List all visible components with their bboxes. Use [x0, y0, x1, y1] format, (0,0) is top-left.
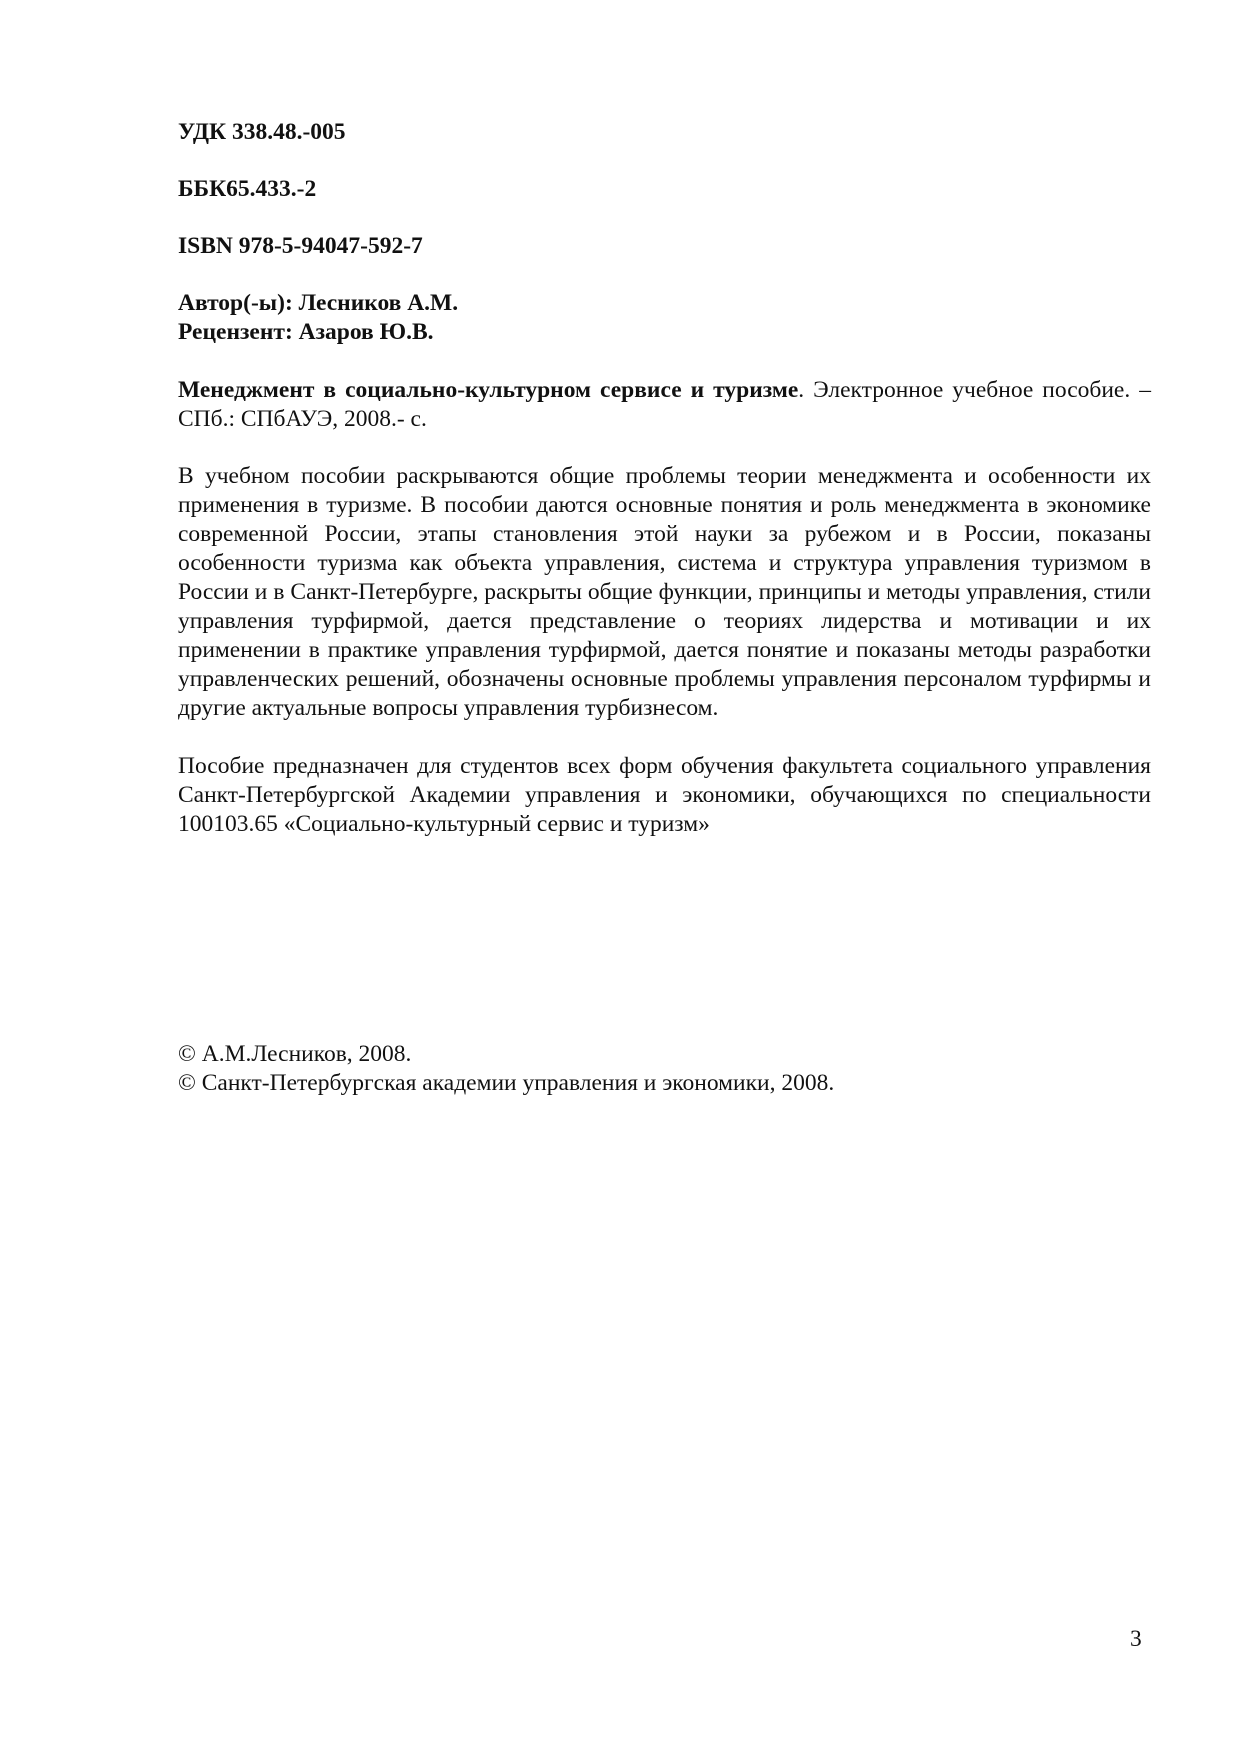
copyright-line: © Санкт-Петербургская академии управления и экономики, 2008.	[178, 1070, 835, 1096]
book-description: . Электронное учебное пособие. – СПб.: СПбАУЭ, 2008.- с.	[178, 377, 1151, 432]
book-title: Менеджмент в социально-культурном сервисе и туризме	[178, 377, 799, 403]
annotation-paragraph: В учебном пособии раскрываются общие проблемы теории менеджмента и особенности их применения в туризме. В пособии даются основные понятия и роль менеджмента в экономике современной России, этапы становления этой науки за рубежом и в России, показаны особенности туризма как объекта управления, система и структура управления туризмом в России и в Санкт-Петербурге, раскрыты общие функции, принципы и методы управления, стили управления турфирмой, дается представление о теориях лидерства и мотивации и их применении в практике управления турфирмой, дается понятие и показаны методы разработки управленческих решений, обозначены основные проблемы управления персоналом турфирмы и другие актуальные вопросы управления турбизнесом.	[178, 463, 1151, 721]
author-line: Автор(-ы): Лесников А.М.	[178, 290, 459, 316]
udk-code: УДК 338.48.-005	[178, 119, 346, 145]
purpose-paragraph: Пособие предназначен для студентов всех форм обучения факультета социального управления Санкт-Петербургской Академии управления и экономики, обучающихся по специальности 100103.65 «Социально-культурный сервис и туризм»	[178, 753, 1151, 837]
authors-block	[178, 289, 1151, 347]
copyright-block	[178, 1040, 1151, 1098]
reviewer-line: Рецензент: Азаров Ю.В.	[178, 319, 434, 345]
copyright-line: © А.М.Лесников, 2008.	[178, 1041, 412, 1067]
bbk-code: ББК65.433.-2	[178, 176, 317, 202]
bibliographic-entry	[178, 376, 1151, 434]
document-body	[178, 118, 1151, 839]
isbn-code: ISBN 978-5-94047-592-7	[178, 233, 423, 259]
page-number: 3	[1130, 1626, 1142, 1652]
